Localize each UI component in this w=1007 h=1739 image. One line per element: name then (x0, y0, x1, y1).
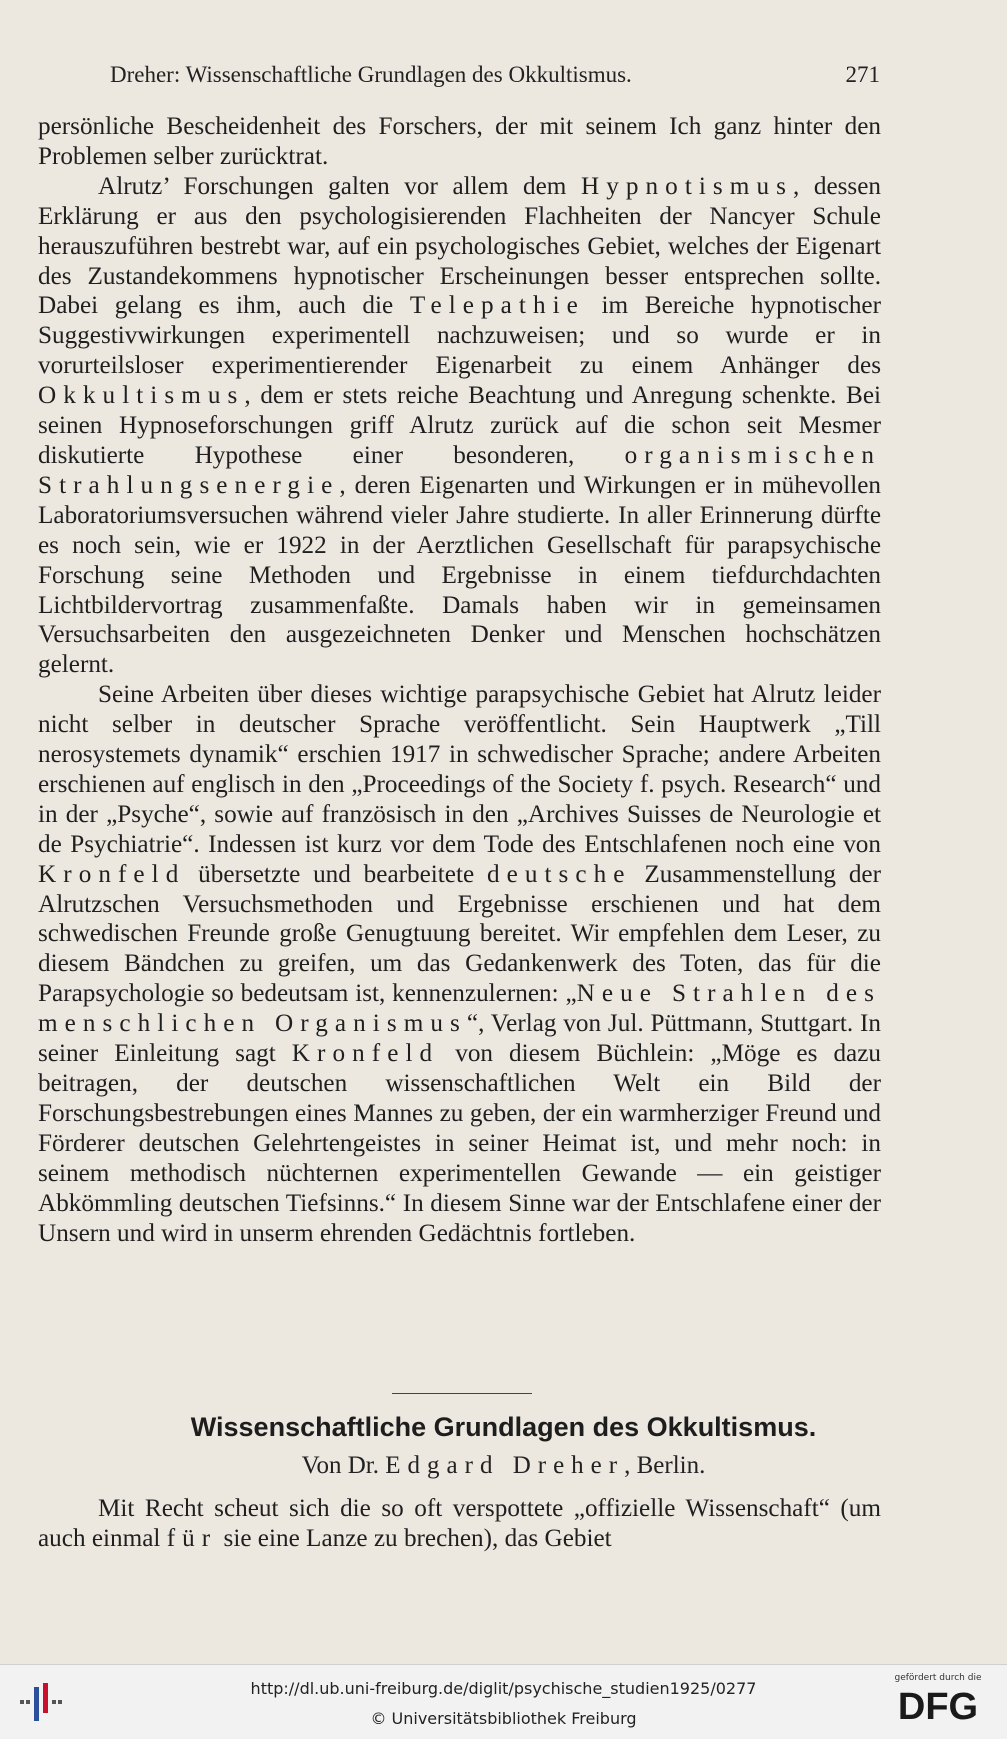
text-run: Zusammenstellung der Alrutzschen Versuchsmethoden und Ergebnisse erschienen und hat dem schwedischen Freunde große Genugtuung bereitet. Wir empfehlen dem Leser, zu diesem Bändchen zu greifen, um das Gedankenwerk des Toten, das für die Parapsychologie so bedeutsam ist, kennenzulernen: „ (38, 860, 881, 1008)
text-run: “, Verlag von Jul. Püttmann, Stuttgart. In seiner Einleitung sagt (38, 1010, 881, 1068)
text-run: übersetzte und bearbeitete (185, 860, 487, 888)
emphasis-hypnotismus: Hypnotismus (580, 172, 793, 200)
text-run: Seine Arbeiten über dieses wichtige parapsychische Gebiet hat Alrutz leider nicht selber in deutscher Sprache veröffentlicht. Sein Hauptwerk „Till nerosystemets dynamik“ erschien 1917 in schwedischer Sprache; andere Arbeiten erschienen auf englisch in den „Proceedings of the Society f. psych. Research“ und in der „Psyche“, sowie auf französisch in den „Archives Suisses de Neurologie et de Psychiatrie“. Indessen ist kurz vor dem Tode des Entschlafenen noch eine von (38, 681, 881, 858)
article-lead (38, 1494, 881, 1554)
text-run: Von Dr. (301, 1452, 386, 1479)
text-run: von diesem Büchlein: „Möge es dazu beitragen, der deutschen wissenschaftlichen Welt ein Bild der Forschungsbestrebungen eines Mannes zu geben, der ein warmherziger Freund und Förderer deutschen Gelehrtengeistes in seiner Heimat ist, und mehr noch: in seinem methodisch nüchternen experimentellen Gewande — ein geistiger Abkömmling deutschen Tiefsinns.“ In diesem Sinne war der Entschlafene einer der Unsern und wird in unserm ehrenden Gedächtnis fortleben. (38, 1040, 881, 1247)
emphasis-book-title: Neue Strahlen des menschlichen Organismus (38, 980, 882, 1038)
dfg-logo-text: DFG (897, 1686, 979, 1725)
paragraph-1: persönliche Bescheidenheit des Forschers, der mit seinem Ich ganz hinter den Problemen selber zurücktrat. (38, 113, 881, 170)
paragraph-3 (38, 680, 881, 1248)
article-title: Wissenschaftliche Grundlagen des Okkultismus. (190, 1412, 817, 1442)
copyright-notice: © Universitätsbibliothek Freiburg (370, 1709, 637, 1728)
text-run: im Bereiche hypnotischer Suggestivwirkungen experimentell nachzuweisen; und so wurde er in vorurteilsloser experimentierender Eigenarbeit zu einem Anhänger des (38, 292, 881, 380)
page-number: 271 (845, 62, 880, 87)
byline (0, 1452, 1007, 1480)
paragraph-2 (38, 172, 881, 680)
dfg-sponsor (883, 1673, 993, 1725)
emphasis-kronfeld: Kronfeld (38, 860, 186, 888)
viewer-footer (0, 1664, 1007, 1739)
section-divider (392, 1393, 532, 1394)
body-text (38, 112, 881, 1248)
text-run: sie eine Lanze zu brechen), das Gebiet (217, 1524, 612, 1552)
text-run: , Berlin. (624, 1452, 706, 1479)
emphasis-fuer: für (166, 1524, 218, 1552)
text-run: Alrutz’ Forschungen galten vor allem dem (98, 172, 581, 200)
emphasis-deutsche: deutsche (486, 860, 632, 888)
emphasis-strahlungsenergie: organismischen Strahlungsenergie (38, 441, 881, 499)
text-run: Mit Recht scheut sich die so oft verspottete „offizielle Wissenschaft“ (um auch einmal (38, 1495, 881, 1552)
lead-paragraph (38, 1494, 881, 1554)
dfg-caption: gefördert durch die (894, 1673, 982, 1683)
running-title: Dreher: Wissenschaftliche Grundlagen des Okkultismus. (110, 62, 632, 87)
text-run: , dem er stets reiche Beachtung und Anregung schenkte. Bei seinen Hypnoseforschungen griff Alrutz zurück auf die schon seit Mesmer diskutierte Hypothese einer besonderen, (38, 382, 881, 469)
emphasis-kronfeld: Kronfeld (291, 1040, 440, 1068)
dfg-logo-icon (888, 1685, 988, 1725)
author-name: Edgard Dreher (385, 1452, 625, 1479)
text-run: , dessen Erklärung er aus den psychologisierenden Flachheiten der Nancyer Schule herauszuführen bestrebt war, auf ein psychologisches Gebiet, welches der Eigenart des Zustandekommens hypnotischer Erscheinungen besser entsprechen sollte. Dabei gelang es ihm, auch die (38, 172, 881, 320)
permalink-url[interactable]: http://dl.ub.uni-freiburg.de/diglit/psychische_studien1925/0277 (250, 1679, 757, 1698)
running-header (110, 62, 880, 88)
text-run: , deren Eigenarten und Wirkungen er in mühevollen Laboratoriumsversuchen während vieler Jahre studierte. In aller Erinnerung dürfte es noch sein, wie er 1922 in der Aerztlichen Gesellschaft für parapsychische Forschung seine Methoden und Ergebnisse in einem tiefdurchdachten Lichtbildervortrag zusammenfaßte. Damals haben wir in gemeinsamen Versuchsarbeiten den ausgezeichneten Denker und Menschen hochschätzen gelernt. (38, 471, 881, 679)
emphasis-telepathie: Telepathie (409, 292, 585, 320)
emphasis-okkultismus: Okkultismus (38, 382, 245, 410)
